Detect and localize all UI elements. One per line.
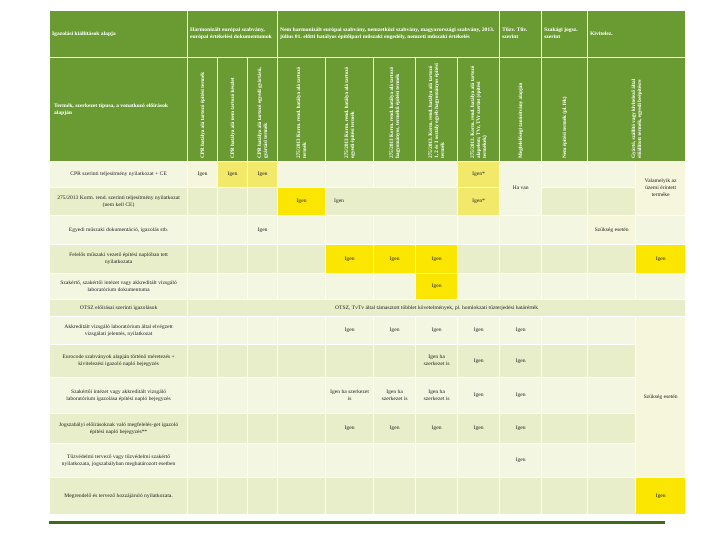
table-row <box>50 478 686 515</box>
table-cell: Igen ha szerkezet is <box>326 378 374 414</box>
table-row <box>50 274 686 300</box>
vertical-label: 275/2013 Korm. rend. hatálya alá tartozó egyedi építési termék <box>343 66 356 158</box>
table-cell-span: OTSZ, TvTv által támasztott többlet követelmények, pl. homlokzati tűzterjedési határérték <box>188 300 686 317</box>
table-cell <box>248 444 278 478</box>
table-cell <box>218 188 248 216</box>
table-cell: Igen <box>636 478 686 515</box>
table-cell <box>588 162 636 188</box>
document <box>49 10 678 522</box>
table-cell <box>500 274 542 300</box>
table-cell <box>188 345 218 378</box>
table-cell: Igen <box>326 245 374 274</box>
table-row <box>50 216 686 245</box>
table-cell: Igen <box>458 378 500 414</box>
table-cell: Igen <box>500 378 542 414</box>
header-row-vertical <box>50 58 686 162</box>
table-cell <box>374 444 416 478</box>
row-label: Megrendelő és tervező hozzájáruló nyilatkozata. <box>50 478 188 515</box>
table-cell: Igen <box>416 317 458 345</box>
table-cell <box>458 444 500 478</box>
header-vertical-cell <box>374 58 416 162</box>
table-body <box>50 162 686 515</box>
table-cell <box>588 274 636 300</box>
vertical-label: 275/2013. Korm. rend. hatálya alá tartozó alapelem; TVr, TVr szerint (építési termékek) <box>469 65 488 158</box>
table-cell <box>588 345 636 378</box>
bottom-rule <box>49 521 665 524</box>
header-vertical-cell <box>326 58 374 162</box>
header-vertical-cell <box>542 58 588 162</box>
table-cell <box>374 216 416 245</box>
header-vertical-cell <box>416 58 458 162</box>
table-row <box>50 414 686 444</box>
table-cell: Igen <box>248 162 278 188</box>
table-row <box>50 162 686 188</box>
table-row <box>50 188 686 216</box>
table-cell <box>374 478 416 515</box>
table-cell <box>500 245 542 274</box>
table-cell <box>278 444 326 478</box>
table-row <box>50 300 686 317</box>
vertical-label: 275/2013 Korm. rend. hatálya alá tartozó termék <box>295 66 308 158</box>
table-cell <box>542 188 588 216</box>
table-cell: Igen <box>458 414 500 444</box>
table-cell <box>588 444 636 478</box>
table-cell <box>248 274 278 300</box>
table-cell <box>278 345 326 378</box>
table-cell-merged: Szükség esetén <box>636 317 686 478</box>
header-vertical-cell <box>188 58 218 162</box>
row-label: Egyedi műszaki dokumentáció, igazolás stb. <box>50 216 188 245</box>
table-cell <box>326 216 374 245</box>
header-row-label: Termék, szerkezet típusa, a vonatkozó előírások alapján <box>50 58 188 162</box>
table-cell <box>248 245 278 274</box>
header-vertical-cell <box>588 58 686 162</box>
table-cell <box>188 245 218 274</box>
table-cell <box>326 274 374 300</box>
vertical-label: 275/2013 Korm. rend. hatálya alá tartozó hagyományos, termékű építési termék <box>388 66 401 158</box>
vertical-label: CPR hatálya alá tartozó egyedi gyártású, gyártási termék <box>256 66 269 158</box>
table-cell <box>588 414 636 444</box>
vertical-label: CPR hatálya alá nem tartozó készlet <box>229 76 236 158</box>
table-cell <box>542 317 588 345</box>
table-cell <box>588 188 636 216</box>
header-cell-legal: Szakági jogsz. szerint <box>542 11 588 58</box>
table-cell <box>416 478 458 515</box>
table-cell <box>278 478 326 515</box>
table-cell <box>248 478 278 515</box>
table-cell: Igen <box>416 245 458 274</box>
table-cell <box>500 478 542 515</box>
table-cell <box>188 188 218 216</box>
table-cell: Szükség esetén <box>588 216 636 245</box>
table-cell <box>188 444 218 478</box>
table-cell-merged: Ha van <box>500 162 542 216</box>
row-label: Szakértő, szakértői intézet vagy akkreditált vizsgáló laboratórium dokumentuma <box>50 274 188 300</box>
table-cell <box>248 414 278 444</box>
table-cell <box>218 478 248 515</box>
table-cell <box>188 216 218 245</box>
table-cell <box>278 378 326 414</box>
table-cell: Igen ha szerkezet is <box>416 345 458 378</box>
header-cell-exec: Kivitelez. <box>588 11 686 58</box>
table-cell: Igen <box>374 414 416 444</box>
table-cell <box>278 216 326 245</box>
table-cell <box>278 162 326 188</box>
table-cell: Igen <box>500 414 542 444</box>
table-cell <box>542 216 588 245</box>
table-cell <box>278 317 326 345</box>
table-row <box>50 345 686 378</box>
table-cell <box>416 162 458 188</box>
table-cell: Igen <box>326 188 458 216</box>
table-cell: Igen* <box>458 162 500 188</box>
vertical-label: Nem építési termék (pl. fék) <box>561 95 568 158</box>
header-row-top <box>50 11 686 58</box>
header-vertical-cell <box>500 58 542 162</box>
row-label: 275/2013 Korm. rend. szerinti teljesítmény nyilatkozat (nem kell CE) <box>50 188 188 216</box>
vertical-label: Gyártó, szállító vagy kivitelező által előállított termék, egyedi beépítésre <box>630 78 643 158</box>
header-vertical-cell <box>248 58 278 162</box>
table-cell: Igen <box>500 317 542 345</box>
table-cell <box>458 245 500 274</box>
table-cell: Igen <box>374 245 416 274</box>
table-cell <box>188 317 218 345</box>
table-cell <box>416 216 458 245</box>
table-cell <box>542 444 588 478</box>
table-cell <box>218 414 248 444</box>
table-row <box>50 317 686 345</box>
table-cell <box>588 378 636 414</box>
table-cell <box>458 478 500 515</box>
table-cell: Igen <box>278 188 326 216</box>
table-cell: Igen <box>636 245 686 274</box>
table-row <box>50 245 686 274</box>
table-cell: Igen <box>500 345 542 378</box>
table-cell <box>326 162 374 188</box>
header-cell-nonharmonized: Nem harmonizált európai szabvány, nemzetközi szabvány, magyarországi szabvány, 2013. július 01. előtti hatályos építőipari műszaki engedély, nemzeti műszaki értékelés <box>278 11 500 58</box>
table-cell: Igen <box>458 345 500 378</box>
table-cell <box>542 378 588 414</box>
header-cell-basis: Igazolási kiállítások alapja <box>50 11 188 58</box>
table-cell: Igen ha szerkezet is <box>416 378 458 414</box>
table-cell <box>278 245 326 274</box>
table-cell <box>248 188 278 216</box>
table-cell <box>218 378 248 414</box>
table-cell <box>374 274 416 300</box>
table-cell <box>248 317 278 345</box>
table-cell: Igen <box>500 444 542 478</box>
table-cell <box>636 274 686 300</box>
table-cell <box>588 245 636 274</box>
table-cell <box>542 245 588 274</box>
row-label: Szakértői intézet vagy akkreditált vizsgáló laboratórium igazolása építési napló bejegyzés <box>50 378 188 414</box>
table-cell <box>188 414 218 444</box>
table-cell <box>588 317 636 345</box>
header-vertical-cell <box>458 58 500 162</box>
table-cell <box>588 478 636 515</box>
header-vertical-cell <box>218 58 248 162</box>
table-cell <box>636 216 686 245</box>
table-cell-merged: Valamelyik az üzemi érintett terméke <box>636 162 686 216</box>
table-cell: Igen <box>188 162 218 188</box>
table-cell <box>278 414 326 444</box>
table-cell <box>458 216 500 245</box>
table-cell <box>326 345 374 378</box>
table-cell: Igen <box>416 414 458 444</box>
table-cell: Igen* <box>458 188 500 216</box>
table-cell: Igen <box>248 216 278 245</box>
table-cell: Igen ha szerkezet is <box>374 378 416 414</box>
table-row <box>50 444 686 478</box>
vertical-label: Megfelelőségi tanúsítvány alapján <box>517 82 524 158</box>
table-cell <box>416 444 458 478</box>
table-cell <box>248 378 278 414</box>
table-cell <box>188 274 218 300</box>
table-cell: Igen <box>416 274 458 300</box>
table-cell <box>218 216 248 245</box>
table-cell <box>218 274 248 300</box>
row-label: OTSZ előírásai szerinti igazolások <box>50 300 188 317</box>
table-cell <box>326 478 374 515</box>
table-cell <box>458 274 500 300</box>
table-cell <box>542 414 588 444</box>
table-cell <box>278 274 326 300</box>
table-cell <box>542 478 588 515</box>
row-label: Akkreditált vizsgáló laboratórium által elvégzett vizsgálati jelentés, nyilatkozat <box>50 317 188 345</box>
table-cell <box>218 444 248 478</box>
table-cell: Igen <box>218 162 248 188</box>
table-cell <box>218 345 248 378</box>
table-cell <box>248 345 278 378</box>
vertical-label: CPR hatálya alá tartozó építési termék <box>199 71 206 158</box>
row-label: Eurocode szabványok alapján történő méretezés + kivitelezési igazoló napló bejegyzés <box>50 345 188 378</box>
row-label: CPR szerinti teljesítmény nyilatkozat + CE <box>50 162 188 188</box>
table-cell <box>374 162 416 188</box>
table-cell <box>188 478 218 515</box>
table-cell <box>542 274 588 300</box>
row-label: Tűzvédelmi tervező vagy tűzvédelmi szakértő nyilatkozata, jogszabályban meghatározott esetben <box>50 444 188 478</box>
table-cell <box>374 345 416 378</box>
table-cell <box>326 444 374 478</box>
table-cell: Igen <box>326 414 374 444</box>
table-cell: Igen <box>374 317 416 345</box>
row-label: Felelős műszaki vezető építési naplóban tett nyilatkozata <box>50 245 188 274</box>
header-cell-harmonized: Harmonizált európai szabvány, európai értékelési dokumentumok <box>188 11 278 58</box>
table-cell <box>188 378 218 414</box>
table-cell <box>218 245 248 274</box>
header-vertical-cell <box>278 58 326 162</box>
vertical-label: 275/2013. Korm. rend. hatálya alá tartozó 1, 2 és 3 osztály egyéb hagyományos építési termék <box>427 62 446 158</box>
header-cell-fire: Tűzv. Tűv. szerint <box>500 11 542 58</box>
table-cell <box>218 317 248 345</box>
table-cell <box>500 216 542 245</box>
table-cell <box>542 162 588 188</box>
table-row <box>50 378 686 414</box>
row-label: Jogszabályi előírásoknak való megfelelés-get igazoló építési napló bejegyzés** <box>50 414 188 444</box>
table-cell: Igen <box>458 317 500 345</box>
table-cell <box>542 345 588 378</box>
requirements-table <box>49 10 686 515</box>
table-cell: Igen <box>326 317 374 345</box>
